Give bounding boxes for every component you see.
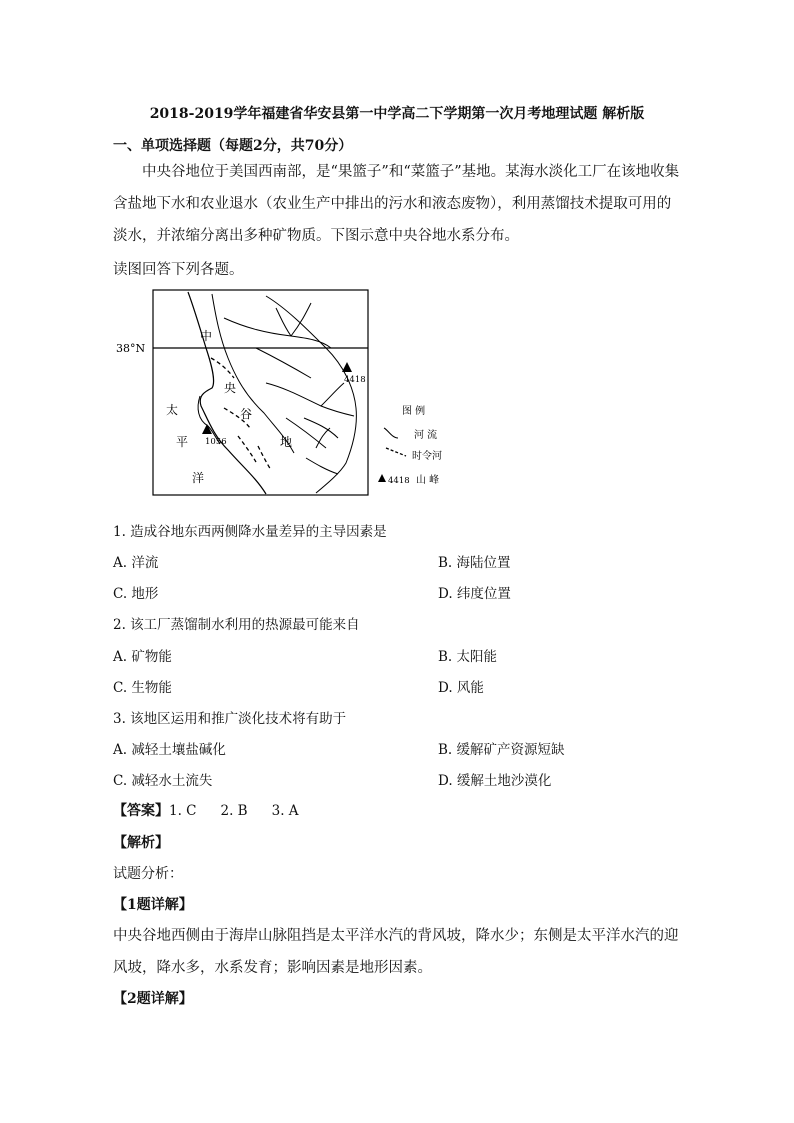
answer-2: 2. B	[220, 803, 248, 819]
detail-1-label: 【1题详解】	[113, 897, 193, 913]
map-frame	[153, 290, 368, 495]
valley-char-4: 地	[280, 435, 293, 449]
q3-option-a: A. 减轻土壤盐碱化	[113, 742, 226, 758]
q1-option-b: B. 海陆位置	[438, 555, 511, 571]
legend-title: 图 例	[402, 406, 426, 417]
legend-peak-label: 山 峰	[416, 475, 440, 486]
legend-river-icon	[384, 428, 398, 438]
page-title: 2018-2019学年福建省华安县第一中学高二下学期第一次月考地理试题 解析版	[149, 106, 645, 122]
central-valley-map	[116, 288, 461, 510]
peak-west-value: 1056	[205, 437, 227, 447]
answer-3: 3. A	[271, 803, 299, 819]
legend-river: 河 流	[414, 430, 438, 441]
detail-2-label: 【2题详解】	[113, 991, 193, 1007]
ocean-char-3: 洋	[192, 471, 205, 485]
q2-option-a: A. 矿物能	[113, 649, 172, 665]
valley-char-1: 中	[200, 329, 213, 343]
answer-1: 1. C	[169, 803, 197, 819]
analysis-sub: 试题分析：	[113, 866, 183, 882]
legend-seasonal-icon	[386, 448, 406, 456]
legend-peak-value: 4418	[388, 476, 410, 486]
q1-option-d: D. 纬度位置	[438, 586, 511, 602]
q2-option-b: B. 太阳能	[438, 649, 498, 665]
q3-option-d: D. 缓解土地沙漠化	[438, 773, 552, 789]
valley-char-3: 谷	[240, 407, 253, 421]
intro-paragraph: 中央谷地位于美国西南部，是“果篮子”和“菜篮子”基地。某海水淡化工厂在该地收集含盐地下水和农业退水（农业生产中排出的污水和液态废物），利用蒸馏技术提取可用的淡水，并浓缩分离出多种矿物质。下图示意中央谷地水系分布。	[113, 164, 680, 244]
question-3-stem: 3. 该地区运用和推广淡化技术将有助于	[113, 711, 347, 727]
answer-line	[113, 800, 299, 820]
answer-label: 【答案】	[113, 803, 169, 819]
q2-option-d: D. 风能	[438, 680, 484, 696]
question-1-stem: 1. 造成谷地东西两侧降水量差异的主导因素是	[113, 524, 387, 540]
legend-peak-icon	[378, 474, 386, 482]
latitude-label: 38°N	[116, 342, 146, 355]
peak-east-value: 4418	[344, 375, 366, 385]
q1-option-c: C. 地形	[113, 586, 159, 602]
q2-option-c: C. 生物能	[113, 680, 172, 696]
detail-1-text: 中央谷地西侧由于海岸山脉阻挡是太平洋水汽的背风坡，降水少；东侧是太平洋水汽的迎风坡，降水多，水系发育；影响因素是地形因素。	[113, 928, 679, 976]
valley-char-2: 央	[224, 381, 237, 395]
ocean-char-2: 平	[176, 435, 189, 449]
q3-option-c: C. 减轻水土流失	[113, 773, 213, 789]
q3-option-b: B. 缓解矿产资源短缺	[438, 742, 565, 758]
question-2-stem: 2. 该工厂蒸馏制水利用的热源最可能来自	[113, 617, 360, 633]
section-heading: 一、单项选择题（每题2分，共70分）	[113, 138, 353, 154]
legend-seasonal: 时令河	[412, 451, 442, 462]
q1-option-a: A. 洋流	[113, 555, 159, 571]
ocean-char-1: 太	[166, 403, 179, 417]
read-prompt: 读图回答下列各题。	[113, 262, 244, 278]
analysis-label: 【解析】	[113, 835, 169, 851]
peak-east-icon	[342, 362, 352, 372]
